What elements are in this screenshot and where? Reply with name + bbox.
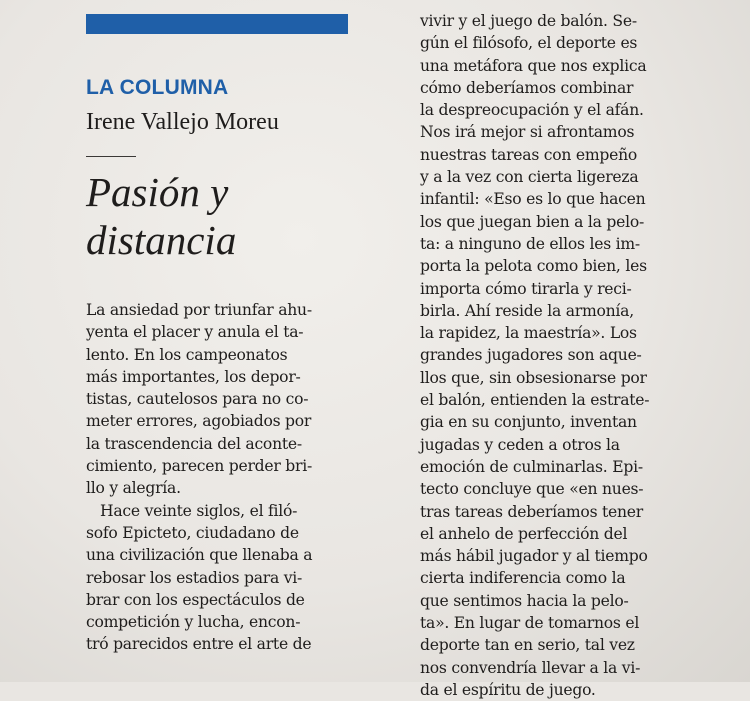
text-line: jugadas y ceden a otros la <box>420 435 620 454</box>
text-line: cierta indiferencia como la <box>420 569 626 588</box>
text-line: que sentimos hacia la pelo- <box>420 591 629 610</box>
text-line: tecto concluye que «en nues- <box>420 480 644 499</box>
text-line: ta». En lugar de tomarnos el <box>420 614 640 633</box>
text-line: llos que, sin obsesionarse por <box>420 368 647 387</box>
text-line: el anhelo de perfección del <box>420 524 628 543</box>
text-line: rebosar los estadios para vi- <box>86 568 303 587</box>
text-line: da el espíritu de juego. <box>420 680 596 699</box>
text-line: más importantes, los depor- <box>86 367 301 386</box>
text-line: emoción de culminarlas. Epi- <box>420 457 643 476</box>
text-line: gún el filósofo, el deporte es <box>420 34 638 53</box>
headline-line-1: Pasión y <box>86 169 229 215</box>
text-line: lento. En los campeonatos <box>86 345 288 364</box>
text-line: llo y alegría. <box>86 479 181 498</box>
text-line: y a la vez con cierta ligereza <box>420 168 639 187</box>
text-line: gia en su conjunto, inventan <box>420 413 637 432</box>
text-line: ta: a ninguno de ellos les im- <box>420 234 640 253</box>
text-line: tistas, cautelosos para no co- <box>86 390 309 409</box>
text-line: más hábil jugador y al tiempo <box>420 547 648 566</box>
text-line: Nos irá mejor si afrontamos <box>420 123 635 142</box>
headline <box>86 168 236 264</box>
text-line: birla. Ahí reside la armonía, <box>420 301 634 320</box>
text-line: la despreocupación y el afán. <box>420 101 644 120</box>
section-label: LA COLUMNA <box>86 76 229 99</box>
article-column-left <box>86 299 356 656</box>
text-line: deporte tan en serio, tal vez <box>420 636 635 655</box>
text-line: cimiento, parecen perder bri- <box>86 457 312 476</box>
text-line: importa cómo tirarla y reci- <box>420 279 632 298</box>
text-line: yenta el placer y anula el ta- <box>86 323 304 342</box>
text-line: nuestras tareas con empeño <box>420 145 638 164</box>
text-line: Hace veinte siglos, el filó- <box>100 501 298 520</box>
text-line: infantil: «Eso es lo que hacen <box>420 190 646 209</box>
article-column-right <box>420 10 690 701</box>
text-line: grandes jugadores son aque- <box>420 346 642 365</box>
text-line: porta la pelota como bien, les <box>420 257 647 276</box>
text-line: la trascendencia del aconte- <box>86 434 302 453</box>
author-name: Irene Vallejo Moreu <box>86 109 279 135</box>
text-line: la rapidez, la maestría». Los <box>420 324 637 343</box>
text-line: tras tareas deberíamos tener <box>420 502 643 521</box>
text-line: el balón, entienden la estrate- <box>420 391 650 410</box>
text-line: una metáfora que nos explica <box>420 56 647 75</box>
text-line: brar con los espectáculos de <box>86 590 305 609</box>
text-line: competición y lucha, encon- <box>86 613 301 632</box>
text-line: meter errores, agobiados por <box>86 412 312 431</box>
text-line: La ansiedad por triunfar ahu- <box>86 301 312 319</box>
text-line: vivir y el juego de balón. Se- <box>420 12 637 30</box>
text-line: los que juegan bien a la pelo- <box>420 212 644 231</box>
section-color-bar <box>86 14 348 34</box>
headline-line-2: distancia <box>86 217 237 263</box>
text-line: cómo deberíamos combinar <box>420 78 634 97</box>
text-line: nos convendría llevar a la vi- <box>420 658 641 677</box>
text-line: tró parecidos entre el arte de <box>86 635 312 654</box>
text-line: sofo Epicteto, ciudadano de <box>86 523 299 542</box>
text-line: una civilización que llenaba a <box>86 546 313 565</box>
divider-rule <box>86 156 136 157</box>
